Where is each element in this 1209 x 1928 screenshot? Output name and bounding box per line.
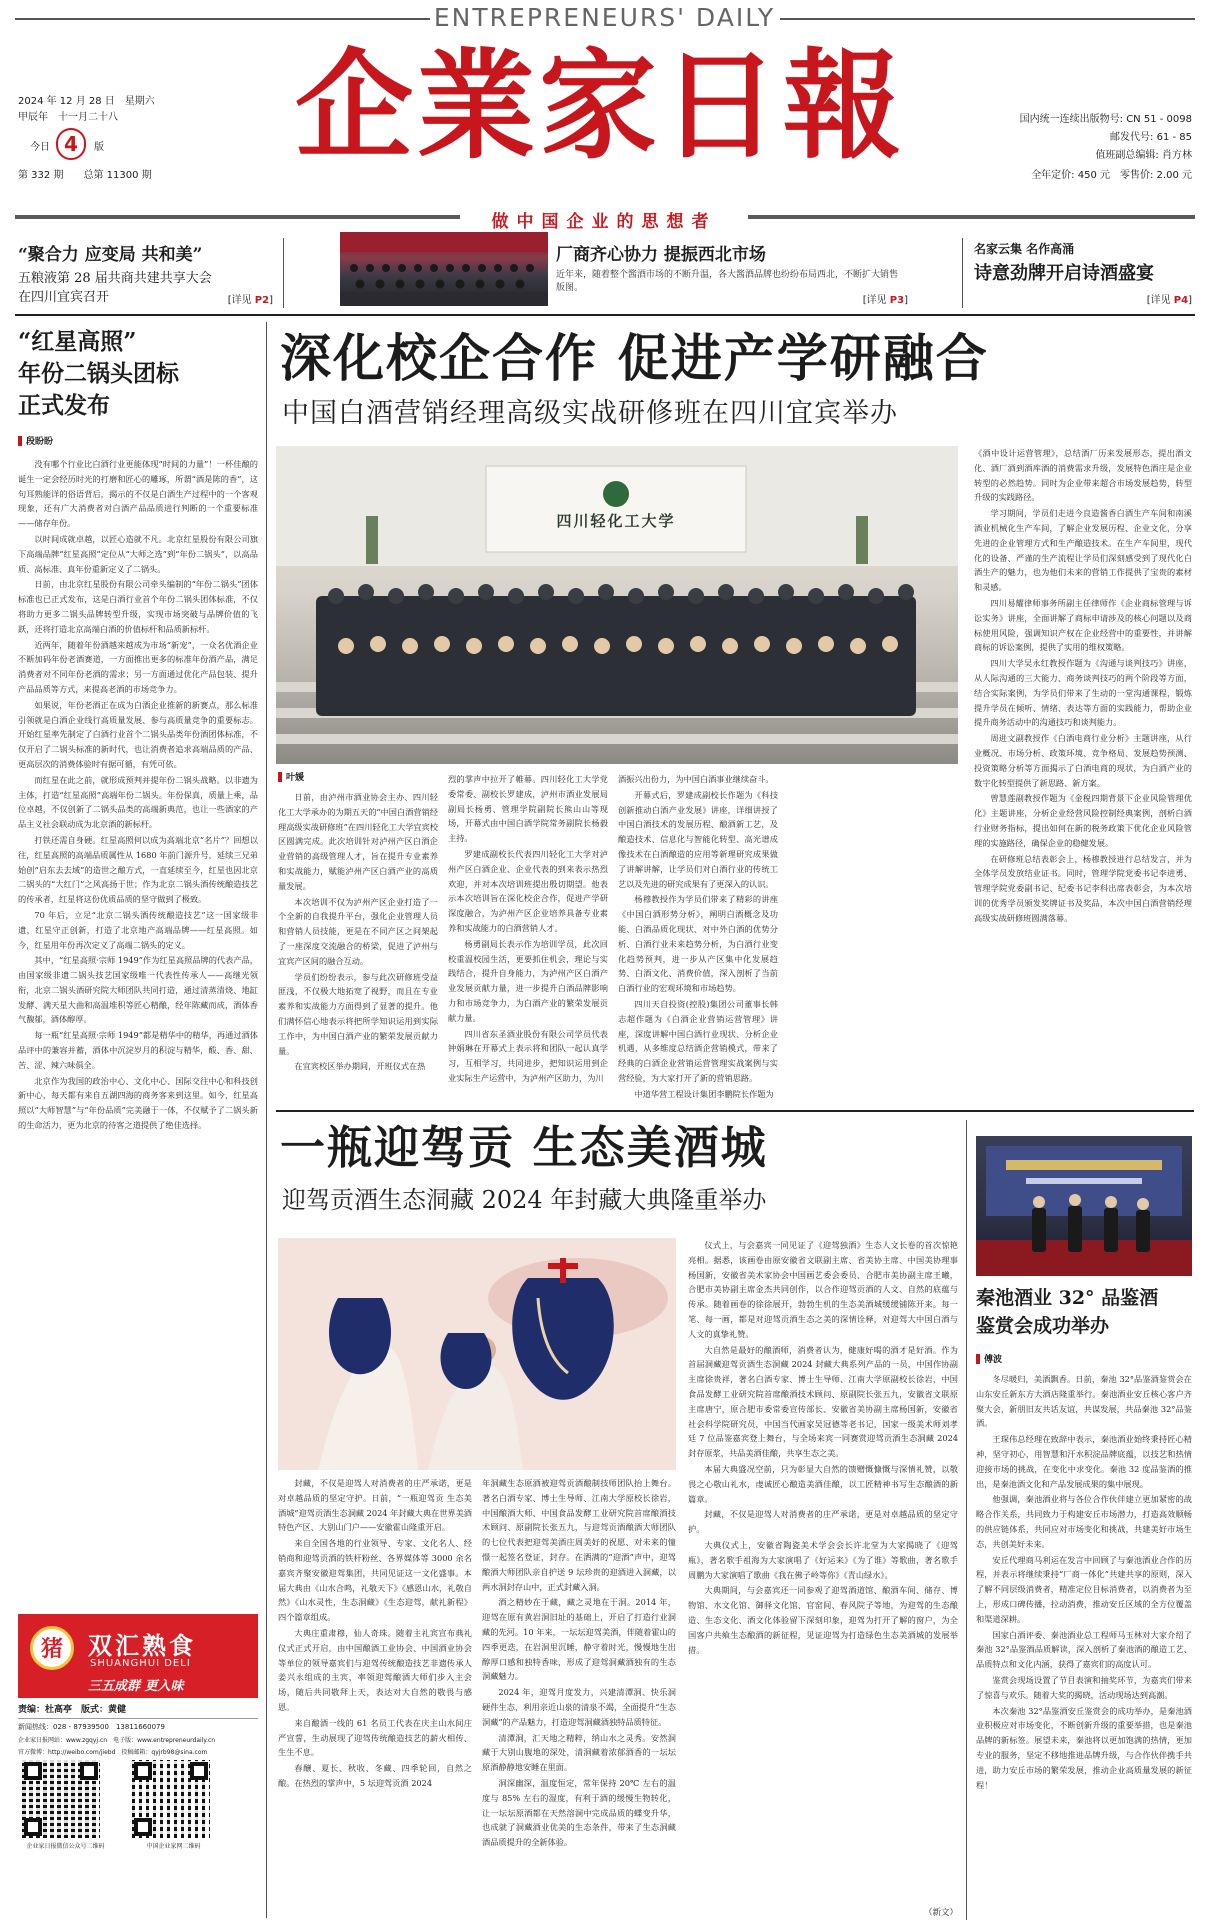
postal-code: 邮发代号: 61 - 85 (1110, 132, 1192, 143)
lead-para: 本次培训不仅为泸州产区企业打造了一个全新的自我提升平台，强化企业管理人员和营销人员技能，更是在不同产区之间架起了一座深度交流融合的桥梁，促进了泸州与宜宾产区间的融合互动。 (278, 896, 438, 966)
lead-col-1 (278, 790, 438, 1102)
ad-brand-cn: 双汇熟食 (88, 1631, 196, 1660)
right-para: 冬尽暖归，美酒飘香。日前，秦池 32°品鉴酒鉴赏会在山东安丘新东方大酒店隆重举行。秦池酒业安丘核心客户齐聚大会，新朋旧友共话友谊，共谋发展，共品秦池 32°品鉴酒。 (976, 1374, 1192, 1429)
lead-para: 烈的掌声中拉开了帷幕。四川轻化工大学党委常委、副校长罗建成，泸州市酒业发展局副局长杨勇、管理学院副院长熊山山等现场，开幕式由中国白酒学院常务副院长杨毅主持。 (448, 774, 608, 844)
right-headline-1: 秦池酒业 32° 品鉴酒 (976, 1287, 1159, 1309)
today-pages-badge (56, 128, 86, 160)
second-para: 2024 年，迎驾月度发力，兴建清潭洞、快乐洞硬件生态，利用亲近山泉的清泉不竭，全面提升“生态洞藏”的产品魅力，打造迎驾洞藏酒独特品质特征。 (482, 1687, 676, 1727)
left-byline: 段盼盼 (18, 434, 258, 447)
teaser-p4[interactable] (974, 240, 1192, 306)
lead-para: 酒振兴出份力，为中国白酒事业继续奋斗。 (618, 774, 774, 784)
left-para: 日前，由北京红星股份有限公司牵头编制的“年份二锅头”团体标准也已正式发布，这是白酒行业首个年份二锅头团体标准，不仅将助力更多二锅头品牌转型升级，实现市场突破与品牌价值的飞跃，还将打造北京高端白酒的价值标杆和品质新标杆。 (18, 579, 258, 634)
teaser-p2-sub2: 在四川宜宾召开 (18, 290, 110, 305)
left-para: 70 年后，立足“北京二锅头酒传统酿造技艺”这一国家级非遗，红星守正创新，打造了北京地产高端品牌——红星高照。如今，红星用年份再次定义了高端二锅头的定义。 (18, 909, 258, 950)
lead-para: 杨穆教授作为学员们带来了精彩的讲座《中国白酒形势分析》，阐明白酒概念及功能、白酒品质化现状、对中外白酒的优势分析、白酒行业未来趋势分析，为白酒行业变化趋势预判，进一步从产区集中化发展趋势、白酒文化、消费价值，深入剖析了当前白酒行业的宏观环境和市场趋势。 (618, 894, 778, 994)
second-headline: 一瓶迎驾贡 生态美酒城 (280, 1121, 768, 1174)
left-body (18, 457, 258, 1587)
lead-para: 四川易耀律师事务所副主任律师作《企业商标管理与诉讼实务》讲座，全面讲解了商标申请涉及的核心问题以及商标使用风险，强调知识产权在企业经营中的重要性，并讲解商标的诉讼案例，提供了实用的维权策略。 (974, 597, 1192, 653)
second-para: 来自全国各地的行业领导、专家、文化名人、经销商和迎驾贡酒的铁杆粉丝、各界媒体等 3000 余名嘉宾齐聚安徽迎驾集团，共同见证这一文化盛事。本届大典由《山水合鸣，礼敬天下》《感恩山水，礼敬自然》《山水灵性，生态洞藏》《生态迎驾，献礼新程》四个篇章组成。 (278, 1538, 472, 1623)
qinchi-photo (976, 1136, 1192, 1276)
lead-para: 学习期间，学员们走进今良造酱香白酒生产车间和南溪酒业机械化生产车间，了解企业发展历程、企业文化，分享先进的企业管理方式和生产酿造技术。在生产车间里，现代化的设备、严谨的生产流程让学员们深刻感受到了现代化白酒生产的魅力，也为他们未来的营销工作提供了宝贵的素材和灵感。 (974, 508, 1192, 593)
teaser-p4-ref[interactable]: [详见 P4] (1146, 295, 1192, 306)
left-para: 近两年，随着年份酒越来越成为市场“新宠”，一众名优酒企业不断加码年份老酒赛道，一方面推出更多的标准年份酒产品，满足消费者对不同年份老酒的需求；另一方面通过优化产品包装、提升产品品质等方式，来提高老酒的市场竞争力。 (18, 639, 258, 694)
second-col-1 (278, 1476, 472, 1920)
second-para: 清潭洞，汇天地之精粹，纳山水之灵秀。安然洞藏于大别山腹地的深处，清洞藏着浓郁酒香的一坛坛原酒静静地安睡在里面。 (482, 1732, 676, 1773)
top-rule-left (15, 18, 430, 20)
ad-logo: 猪 (30, 1626, 74, 1670)
lead-para: 《酒中设计运营管理》，总结酒厂历来发展形态，提出酒文化、酒厂酒到酒库酒的消费需求升级，发展特色酒庄是企业转型的必然趋势。同时为企业带来超合市场发展趋势，转型升级的实践路径。 (974, 448, 1192, 503)
pub-number: 国内统一连续出版物号: CN 51 - 0098 (1019, 114, 1192, 125)
duty-editor: 值班副总编辑: 肖方林 (1095, 150, 1192, 161)
second-para: 本届大典盛况空前，只为彰显大自然的馈赠慨慷慨与深情礼赞，以敬畏之心敬山礼水，虔诚匠心酿造美酒佳酿，以工匠精神书写生态酿酒的新篇章。 (688, 1463, 958, 1504)
teaser-p4-title: 诗意劲牌开启诗酒盛宴 (974, 263, 1154, 284)
left-para: 其中，“红星高照·宗师 1949”作为红星高照品牌的代表产品，由国家级非遗二锅头技艺国家级唯一代表性传承人——高继光领衔，北京二锅头酒研究院大师团队共同打造，通过清蒸清烧、地缸发酵、满天星大曲和高温堆积等匠心精酿，经年陈藏而成，酒体香气馥郁，酒体醇厚。 (18, 955, 258, 1025)
slogan: 做中国企业的思想者 (491, 212, 717, 232)
lead-para: 开幕式后，罗建成副校长作题为《科技创新推动白酒产业发展》讲座，详细讲授了中国白酒技术的发展历程、酿酒新工艺，及酿造技术、信息化与智能化转型、高光谱成像技术在白酒酿造的应用等新理研究成果做了讲解讲解，让学员们对白酒行业的传统工艺以及先进的研究成果有了更深入的认识。 (618, 789, 778, 889)
teaser-divider-1 (283, 238, 284, 308)
left-para: 而红星在此之前，就形成预判并提年份二锅头战略。以非遗为主体，打造“红星高照”高端年份二锅头。年份保真，质量上乘，品位卓越，不仅创新了二锅头品类的高端新典范，也让一些酒家的产品主义社会联动成为北京酒的新标杆。 (18, 774, 258, 830)
lead-para: 中道华营工程设计集团李鹏院长作题为 (634, 1088, 774, 1099)
footer-left (18, 1702, 258, 1756)
lead-headline: 深化校企合作 促进产学研融合 (280, 329, 989, 389)
qr2-label: 中国企业家网二维码 (146, 1843, 201, 1850)
left-para: 没有哪个行业比白酒行业更能体现“时间的力量”！一杯佳酿的诞生一定会经历时光的打磨和匠心的雕琢，所谓“酒是陈的香”，这句耳熟能详的俗语背后，揭示的不仅是白酒生产过程中的一个客观现象，还有广大消费者对白酒产品品质进行判断的一个重要标准——储存年份。 (18, 459, 258, 529)
right-para: 鉴赏会现场设置了节目表演和抽奖环节，为嘉宾们带来了惊喜与欢乐。随着大奖的揭晓，活动现场达到高潮。 (976, 1674, 1192, 1700)
left-para: 北京作为我国的政治中心、文化中心、国际交往中心和科技创新中心，每天都有来自五湖四海的商务客来到这里。如今，红星高照以“大师智慧”与“年份品质”完美融于一体，不仅赋予了二锅头新的生命活力，更为北京的待客之道提供了绝佳选择。 (18, 1075, 258, 1131)
second-para: 封藏，不仅是迎驾人对消费者的庄严承诺，更是对卓越品质的坚定守护。日前，“一瓶迎驾贡 生态美酒城”迎驾贡酒生态洞藏 2024 年封藏大典在世界美酒特色产区、大别山门户——安徽霍山隆重开启。 (278, 1478, 472, 1533)
masthead-title: 企業家日報 (294, 36, 905, 175)
lunar-date: 甲辰年 十一月二十八 (18, 112, 118, 123)
second-para: 洞深幽深，温度恒定，常年保持 20℃ 左右的温度与 85% 左右的湿度，有利于酒的缓慢生物转化，让一坛坛原酒都在天然溶洞中完成品质的蝶变升华，也成就了洞藏酒业优美的生态条件，带来了生态洞藏酒品质提升的全新体验。 (482, 1777, 676, 1848)
left-article (18, 326, 258, 1587)
second-para: 仪式上，与会嘉宾一同见证了《迎驾独酒》生态人文长卷的首次惊艳亮相。据悉，该画卷由原安徽省文联副主席、省美协主席、中国美协理事杨国新，安徽省美术家协会中国画艺委会委员、合肥市美协副主席王曦，合肥市美协副主席金杰共同创作，以合作迎驾贡酒的人文、自然的底蕴与传承。随着画卷的徐徐展开，勃勃生机的生态美酒城缓缓铺陈开来。每一笔、每一画，都是对迎驾贡酒生态之美的深情诠释，对迎驾大中国白酒与人文的真挚礼赞。 (688, 1240, 958, 1339)
shuanghui-ad[interactable] (18, 1614, 258, 1698)
footer-editors: 责编：杜高亭 版式：黄健 (18, 1702, 258, 1719)
lead-col-2 (448, 772, 608, 1102)
second-para: 大典期间，与会嘉宾还一同参观了迎驾酒道馆、酿酒车间、储存、博物馆、水文化馆、御驿文化馆、官窑间、春风院子等地，为迎驾的生态酿造、生态文化、酒文化体验留下深刻印象，迎驾为打开了解的窗户，为全国客户共飨生态酿酒的新征程，见证迎驾为打造绿色生态美酒城的发展举措。 (688, 1585, 958, 1655)
second-para: 大自然是最好的酿酒师，消费者认为，健康好喝的酒才是好酒。作为首届洞藏迎驾贡酒生态洞藏 2024 封藏大典系列产品的一员，中国作协副主席徐贵祥，著名白酒专家、博士生导师、江南大学原副校长徐岩，中国食品发酵工业研究院首席酿酒技术顾问、原副院长张五九，安徽省文联原主席唐宁，原合肥市委常委宣传部长、安徽省美协副主席杨国新，安徽省社会科学院研究员，中国当代画家吴冠德等老书记，国家一级美术师刘孝廷 7 位品鉴嘉宾登上舞台，与全场来宾一同赛赏迎驾贡酒生态洞藏 2024 封存原浆，共品美酒佳酿，共享生态之美。 (688, 1344, 958, 1459)
teaser-p3[interactable] (556, 240, 908, 306)
english-name: ENTREPRENEURS' DAILY (433, 3, 776, 32)
teaser-p3-ref[interactable]: [详见 P3] (862, 295, 908, 306)
lead-col-4 (974, 446, 1192, 1102)
lead-byline: 叶媛 (278, 770, 304, 783)
lead-para: 曾慧莲副教授作题为《金税四期背景下企业风险管理优化》主题讲座，分析企业经营风险控制经典案例，剖析白酒行业财务指标，提出如何在新的税务政策下优化企业风险管理的实施路径，确保企业的稳健发展。 (974, 793, 1192, 848)
teaser-divider-2 (962, 238, 963, 308)
right-para: 王琛伟总经理在致辞中表示，秦池酒业始终秉持匠心精神，坚守初心，用智慧和汗水积淀品牌底蕴，以技艺和热情迎接市场的挑战，在变化中求变化。秦池 32 度品鉴酒的推出，是秦池酒文化和产品发展成果的集中展现。 (976, 1434, 1192, 1489)
left-column-divider (266, 322, 267, 1918)
left-para: 如果说，年份老酒正在成为白酒企业推新的新赛点，那么标准引领就是白酒企业线行高质量发展、参与高质量竞争的重要标志。开始红星率先制定了白酒行业首个二锅头品类年份酒团体标准，不仅开启了二锅头标准的新时代，也让消费者追求高端品质的产品、更高层次的消费体验时有据可循，有凭可依。 (18, 699, 258, 769)
right-para: 他强调，秦池酒业将与各位合作伙伴建立更加紧密的战略合作关系，共同致力于构建安丘市场潜力，打造高效顺畅的供应链体系，共同应对市场变化和挑战，共建美好市场生态，共创美好未来。 (976, 1494, 1192, 1549)
left-para: 每一瓶“红星高照·宗师 1949”都是精华中的精华，再通过酒体品评中的兼容并蓄，酒体中沉淀岁月的积淀与精华，酸、香、甜、苦、涩、辣六味俱全。 (18, 1030, 258, 1070)
second-para: 大典庄重肃穆，仙人奇珠。随着主礼宾宣布典礼仪式正式开启，由中国酿酒工业协会、中国酒业协会等单位的领导嘉宾们与迎驾传统酿造技艺非遗传承人姜兴永组成的主宾，率领迎驾酿酒大师们步入主会场，随后共同敬拜上天，表达对大自然的敬畏与感恩。 (278, 1627, 472, 1712)
footer-weibo[interactable]: 官方微博：http://weibo.com/jiebd 投稿邮箱：qyjrb98@sina.com (18, 1749, 208, 1756)
right-para: 本次秦池 32°品鉴酒安丘鉴赏会的成功举办，是秦池酒业积极应对市场变化，不断创新升级的重要举措，也是秦池品牌的新标签。展望未来，秦池将以更加饱满的热情，更加专业的服务，坚定不移地推进品牌升级，与合作伙伴携手共进，助力安丘市场的繁荣发展，推动企业高质量发展的新征程！ (976, 1705, 1192, 1790)
lead-para: 日前，由泸州市酒业协会主办、四川轻化工大学承办的为期五天的“中国白酒营销经理高级实战研修班”在四川轻化工大学宜宾校区圆满完成。此次培训针对泸州产区白酒企业营销的高级管理人才，旨在提升专业素养和实战能力，赋能泸州产区白酒产业的高质量发展。 (278, 792, 438, 891)
second-para: 来自酿酒一线的 61 名员工代表在庆主山水间庄严宣誓，生动展现了迎驾传统酿造技艺的薪火相传、生生不息。 (278, 1717, 472, 1758)
lead-para: 四川天自投资(控股)集团公司董事长韩志超作题为《白酒企业营销运营管理》讲座，深度讲解中国白酒行业现状、分析企业机遇，从多维度总结酒企营销模式，带来了经典的白酒企业营销运营管理实战案例与实营经验，为大家打开了新的营销思路。 (618, 998, 778, 1083)
right-para: 安丘代理商马利运在发言中回顾了与秦池酒业合作的历程，并表示将继续秉持“厂商一体化”共建共享的原则，深入了解不同层级消费者，精准定位目标消费者，以消费者为至上，形成口碑传播，拉动消费，推动安丘区域的全方位覆盖和渠道深耕。 (976, 1554, 1192, 1624)
ad-slogan: 三五成群 更入味 (88, 1679, 184, 1694)
second-col-3 (688, 1238, 958, 1904)
lead-photo-banner: 四川轻化工大学 (556, 512, 676, 530)
second-source: （新文） (923, 1908, 958, 1918)
second-para: 封藏，不仅是迎驾人对消费者的庄严承诺，更是对卓越品质的坚定守护。 (688, 1509, 958, 1535)
second-para: 酒之精妙在于藏，藏之灵地在于洞。2014 年，迎驾在原有黄岩洞旧址的基础上，开启了打造行业洞藏的先河。10 年来，一坛坛迎驾美酒，伴随着霍山的四季更迭，在岩洞里沉睡，静守着时光，慢慢地生出醇厚口感和独特香味，形成了迎驾洞藏酒独有的生态洞藏魅力。 (482, 1597, 676, 1682)
second-para: 年洞藏生态原酒被迎驾贡酒酿制技师团队抬上舞台。著名白酒专家、博士生导师、江南大学原校长徐岩，中国酿酒大师、中国食品发酵工业研究院首席酿酒技术顾问、原副院长张五九，与迎驾贡酒酿酒大师团队的七位代表把迎驾美酒庄周美好的祝愿、对未来的憧憬一起签名登证，封存。在洒满的“迎酒”声中，迎驾酿酒大师团队亲自护送 9 坛珍贵的迎酒进入洞藏，以两水洞封存山中，正式封藏入洞。 (482, 1478, 676, 1592)
teaser-p4-kicker: 名家云集 名作高涌 (974, 242, 1075, 256)
qr-code-site[interactable] (132, 1760, 210, 1838)
lead-para: 学员们纷纷表示，参与此次研修班受益匪浅，不仅极大地拓宽了视野，而且在专业素养和实战能力方面得到了显著的提升。他们满怀信心地表示将把所学知识运用到实际工作中，为中国白酒产业的繁荣发展贡献力量。 (278, 971, 438, 1056)
right-body (976, 1372, 1192, 1920)
right-byline: 傅波 (976, 1352, 1002, 1365)
lead-col-3 (618, 772, 778, 1102)
second-para: 春醸、夏长、秋收、冬藏、四季轮回，自然之酿。在热烈的掌声中，5 坛迎驾贡酒 2024 (278, 1763, 472, 1788)
lead-para: 在研修班总结表彰会上，杨穆教授进行总结发言，并为全体学员发放结业证书。同时，管理学院党委书记李进勇、管理学院党委副书记、纪委书记李科出席表彰会，为本次培训的优秀学员颁发奖牌证书及奖品，本次中国白酒营销经理高级实战研修班圆满落幕。 (974, 853, 1192, 923)
price: 全年定价: 450 元 零售价: 2.00 元 (1031, 170, 1192, 181)
left-headline-1: “红星高照” (18, 328, 137, 355)
slogan-rule-left (15, 215, 460, 219)
lead-para: 四川大学吴永红教授作题为《沟通与谈判技巧》讲座，从人际沟通的三大能力、商务谈判技巧的两个阶段等方面，结合实际案例，为学员们带来了生动的一堂沟通课程，锻炼提升学员在倾听、情绪、表达等方面的实践能力，帮助企业提升商务活动中的沟通技巧和谈判能力。 (974, 658, 1192, 728)
teaser-p2-title: “聚合力 应变局 共和美” (18, 245, 203, 265)
top-rule-right (780, 18, 1195, 20)
qr1-label: 企业家日报微信公众号二维码 (26, 1843, 105, 1850)
ad-brand-en: SHUANGHUI DELI (90, 1658, 191, 1669)
qr-code-wechat[interactable] (22, 1760, 100, 1838)
left-headline-3: 正式发布 (18, 392, 110, 419)
teaser-bottom-rule (15, 314, 1195, 316)
today-label: 今日 (30, 142, 50, 153)
footer-hotline: 新闻热线：028 - 87939500 13811660079 (18, 1723, 165, 1731)
page-unit: 版 (94, 142, 104, 153)
right-column-divider (966, 1120, 967, 1920)
teaser-p2-sub1: 五粮液第 28 届共商共建共享大会 (18, 271, 212, 286)
footer-site[interactable]: 企业家日报网站：www.zgqyj.cn 电子版：www.entrepreneurdaily.cn (18, 1737, 216, 1744)
teaser-group-photo (340, 232, 548, 306)
teaser-p3-summary: 近年来，随着整个酱酒市场的不断升温，各大酱酒品牌也纷纷布局西北，不断扩大销售版图。 (556, 270, 899, 293)
teaser-p3-title: 厂商齐心协力 提振西北市场 (556, 245, 766, 265)
lead-group-photo (276, 446, 958, 764)
teaser-p2[interactable] (18, 240, 273, 306)
today-pages: 4 (64, 132, 78, 156)
second-para: 大典仪式上，安徽省陶瓷美术学会会长许北堂为大家揭晓了《迎驾瓶》，著名歌手祖海为大家演唱了《好运来》《为了谁》等歌曲，著名歌手周鹏为大家演唱了歌曲《我在佛子岭等你》《青山绿水》。 (688, 1539, 958, 1580)
lead-bottom-rule (276, 1110, 1194, 1112)
issue-number: 第 332 期 总第 11300 期 (18, 170, 152, 181)
lead-para: 杨勇副局长表示作为培训学员，此次回校重温校园生活，更要抓住机会，理论与实践结合，提升自身能力，为泸州产区白酒产业发展贡献力量，进一步提升白酒品牌影响力和市场竞争力，为白酒产业的繁荣发展贡献力量。 (448, 938, 608, 1023)
ceremony-photo (278, 1238, 676, 1470)
left-para: 以时间成就卓越，以匠心造就不凡。北京红星股份有限公司旗下高端品牌“红星高照”定位从“大师之选”到“年份二锅头”，以高品质、高标准、真年份重新定义了二锅头。 (18, 533, 258, 574)
teaser-p2-ref[interactable]: [详见 P2] (227, 295, 273, 306)
left-para: 打铁还需自身硬。红星高照何以成为高端北京“名片”？回想以往，红星高照的高端品质属性从 1680 年前门源升号，延续三兄弟始创“启东去去域”的造世之酿方式，一直延续至今，红星也因北京二锅头的“大红门”之风高扬于世；作为北京二锅头酒传统酿造技艺的传承者，红星将这份优质品质的坚守做到了极致。 (18, 834, 258, 905)
slogan-rule-right (748, 215, 1195, 219)
right-para: 国家白酒评委、秦池酒业总工程师马玉林对大家介绍了秦池 32°品鉴酒品质解读，深入剖析了秦池酒的酿造工艺、品质特点和文化内涵，获得了嘉宾们的高度认可。 (976, 1629, 1192, 1670)
date: 2024 年 12 月 28 日 星期六 (18, 96, 155, 107)
left-headline-2: 年份二锅头团标 (18, 360, 179, 387)
second-subhead: 迎驾贡酒生态洞藏 2024 年封藏大典隆重举办 (282, 1186, 767, 1214)
lead-para: 周进文副教授作《白酒电商行业分析》主题讲座，从行业概况、市场分析、政策环境、竞争格局、发展趋势预测、投资策略分析等方面揭示了白酒电商的现状，为白酒产业的数字化转型提供了新思路、新方案。 (974, 733, 1192, 788)
lead-subhead: 中国白酒营销经理高级实战研修班在四川宜宾举办 (282, 398, 898, 429)
right-headline-2: 鉴赏会成功举办 (976, 1315, 1110, 1337)
second-col-2 (482, 1476, 676, 1920)
lead-para: 四川省东圣酒业股份有限公司学员代表钟娟琳在开幕式上表示将和团队一起认真学习，互相学习，共同进步，把知识运用到企业实际生产运营中，为泸州产区助力，为川 (448, 1028, 608, 1083)
lead-para: 在宜宾校区举办期间，开班仪式在热 (294, 1061, 426, 1072)
lead-para: 罗建成副校长代表四川轻化工大学对泸州产区白酒企业、企业代表的到来表示热烈欢迎，并对本次培训班提出殷切期望。他表示本次培训旨在深化校企合作，促进产学研深度融合，为泸州产区企业培养具备专业素养和实战能力的白酒营销人才。 (448, 848, 608, 933)
